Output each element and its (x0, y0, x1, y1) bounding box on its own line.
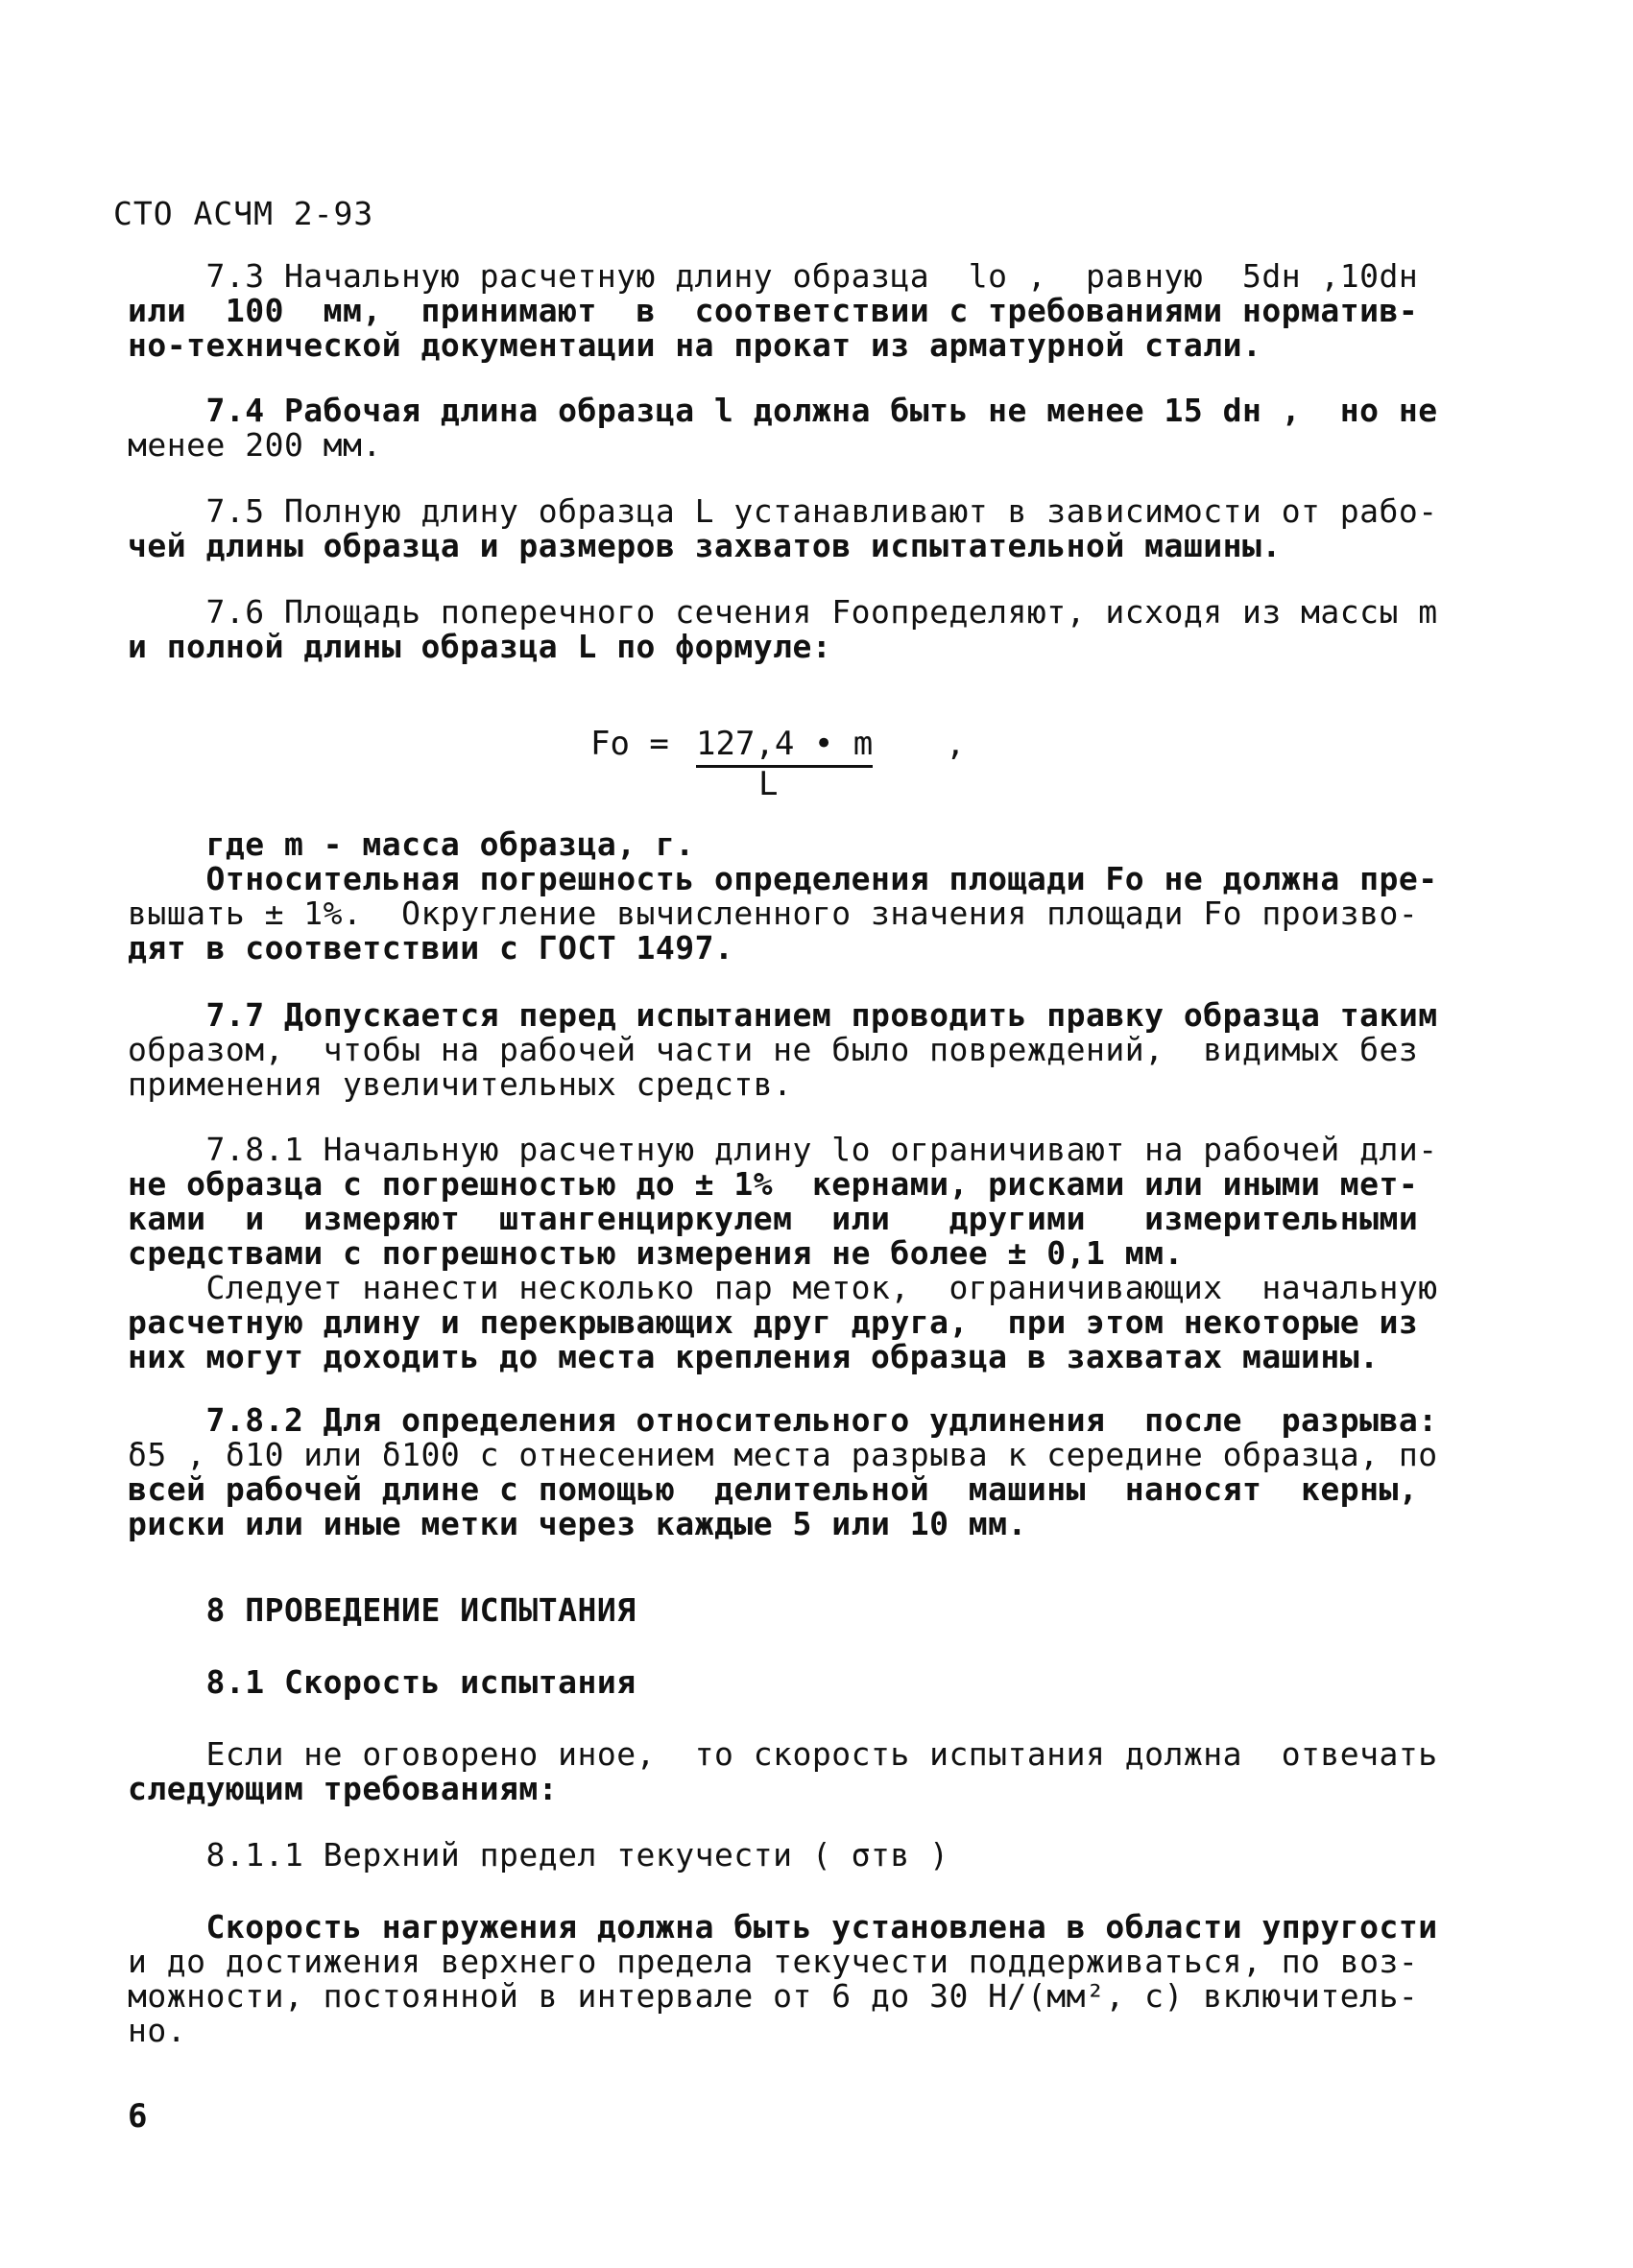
section-8-1-heading: 8.1 Скорость испытания (128, 1663, 636, 1701)
paragraph-7-8-1-line-6: расчетную длину и перекрывающих друг друга, при этом некоторые из (128, 1303, 1419, 1341)
paragraph-7-8-1-line-4: средствами с погрешностью измерения не более ± 0,1 мм. (128, 1234, 1184, 1272)
paragraph-accuracy-line-2: вышать ± 1%. Округление вычисленного значения площади Fo произво- (128, 895, 1419, 932)
paragraph-7-8-1-line-3: ками и измеряют штангенциркулем или другими измерительными (128, 1200, 1419, 1237)
paragraph-7-5-line-2: чей длины образца и размеров захватов испытательной машины. (128, 527, 1282, 564)
paragraph-7-4-line-1: 7.4 Рабочая длина образца l должна быть не менее 15 dн , но не (128, 392, 1438, 429)
paragraph-8-1-1-line-1: Скорость нагружения должна быть установлена в области упругости (128, 1908, 1438, 1946)
paragraph-7-3-line-2: или 100 мм, принимают в соответствии с требованиями норматив- (128, 292, 1419, 329)
paragraph-7-5-line-1: 7.5 Полную длину образца L устанавливают в зависимости от рабо- (128, 492, 1438, 530)
formula-comma: , (946, 725, 966, 763)
paragraph-7-8-1-line-2: не образца с погрешностью до ± 1% кернами, рисками или иными мет- (128, 1165, 1419, 1203)
paragraph-7-8-2-line-2: δ5 , δ10 или δ100 с отнесением места разрыва к середине образца, по (128, 1436, 1438, 1473)
formula-denominator: L (758, 765, 779, 803)
paragraph-7-6-line-2: и полной длины образца L по формуле: (128, 628, 832, 665)
section-8-1-1-heading: 8.1.1 Верхний предел текучести ( σтв ) (128, 1836, 949, 1874)
paragraph-7-7-line-1: 7.7 Допускается перед испытанием проводить правку образца таким (128, 996, 1438, 1034)
paragraph-8-1-1-line-4: но. (128, 2012, 187, 2049)
paragraph-7-7-line-3: применения увеличительных средств. (128, 1065, 793, 1103)
paragraph-7-8-2-line-3: всей рабочей длине с помощью делительной машины наносят керны, (128, 1470, 1419, 1508)
formula-numerator: 127,4 • m (696, 725, 873, 768)
paragraph-accuracy-line-3: дят в соответствии с ГОСТ 1497. (128, 929, 734, 967)
formula-lhs: Fo = (590, 725, 669, 763)
document-header: СТО АСЧМ 2-93 (113, 195, 374, 232)
section-8-heading: 8 ПРОВЕДЕНИЕ ИСПЫТАНИЯ (128, 1591, 636, 1629)
paragraph-8-1-1-line-3: можности, постоянной в интервале от 6 до 30 Н/(мм², с) включитель- (128, 1977, 1419, 2015)
paragraph-7-8-1-line-7: них могут доходить до места крепления образца в захватах машины. (128, 1338, 1380, 1375)
paragraph-7-8-2-line-4: риски или иные метки через каждые 5 или 10 мм. (128, 1505, 1027, 1542)
paragraph-7-8-1-line-5: Следует нанести несколько пар меток, ограничивающих начальную (128, 1269, 1438, 1306)
paragraph-7-6-line-1: 7.6 Площадь поперечного сечения Foопределяют, исходя из массы m (128, 593, 1438, 631)
paragraph-7-3-line-1: 7.3 Начальную расчетную длину образца lo , равную 5dн ,10dн (128, 257, 1419, 295)
paragraph-8-1-line-1: Если не оговорено иное, то скорость испытания должна отвечать (128, 1735, 1438, 1773)
paragraph-mass-definition: где m - масса образца, г. (128, 825, 695, 863)
paragraph-7-4-line-2: менее 200 мм. (128, 426, 382, 464)
paragraph-accuracy-line-1: Относительная погрешность определения площади Fo не должна пре- (128, 860, 1438, 897)
page-number: 6 (128, 2097, 148, 2136)
paragraph-8-1-1-line-2: и до достижения верхнего предела текучести поддерживаться, по воз- (128, 1943, 1419, 1980)
paragraph-8-1-line-2: следующим требованиям: (128, 1770, 559, 1807)
paragraph-7-7-line-2: образом, чтобы на рабочей части не было повреждений, видимых без (128, 1031, 1419, 1068)
paragraph-7-8-1-line-1: 7.8.1 Начальную расчетную длину lo ограничивают на рабочей дли- (128, 1131, 1438, 1168)
paragraph-7-8-2-line-1: 7.8.2 Для определения относительного удлинения после разрыва: (128, 1401, 1438, 1439)
paragraph-7-3-line-3: но-технической документации на прокат из арматурной стали. (128, 326, 1262, 364)
